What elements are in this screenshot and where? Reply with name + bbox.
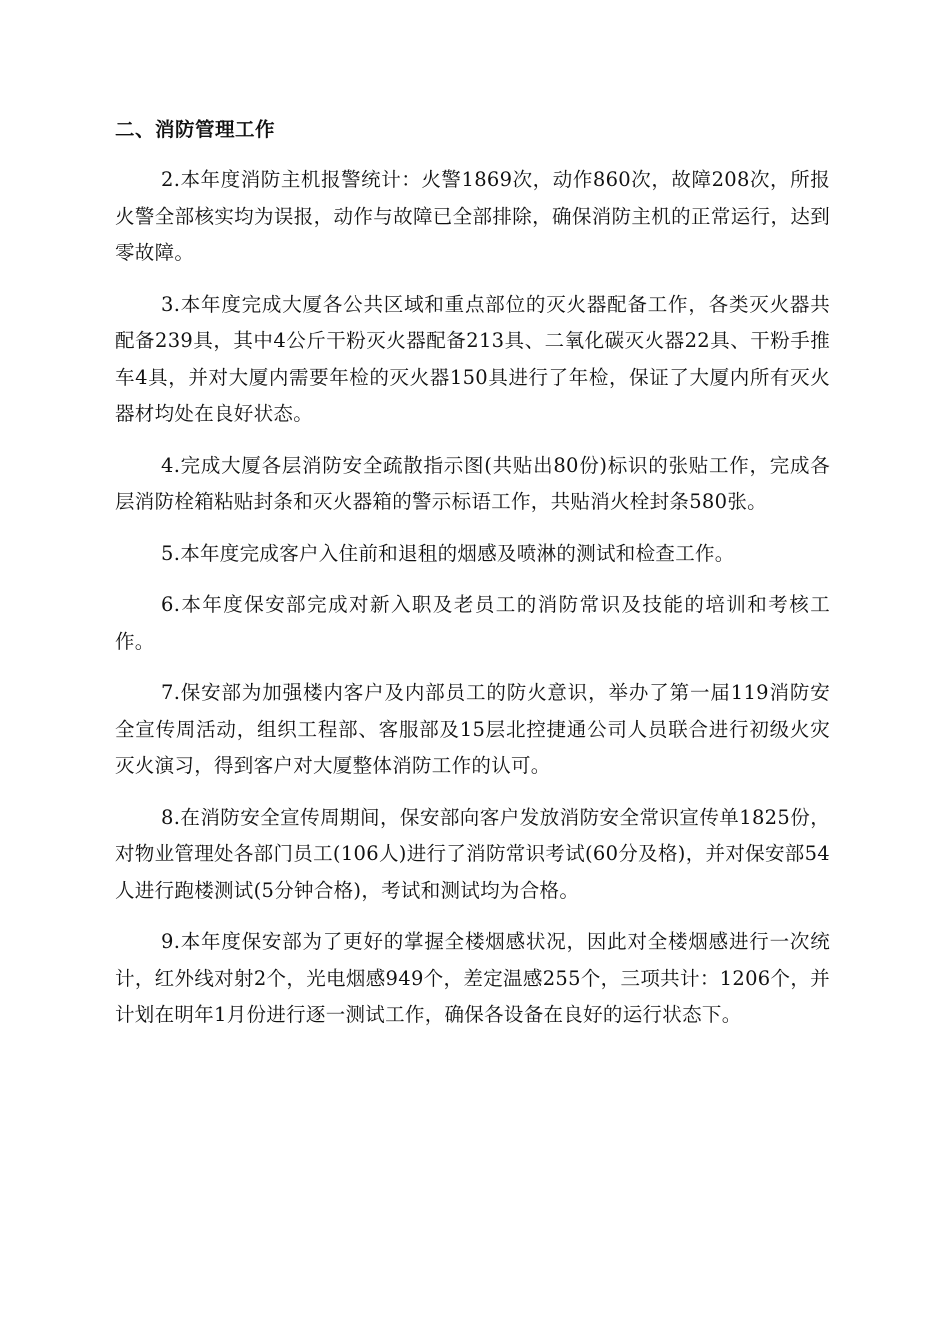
paragraph-item-9: 9.本年度保安部为了更好的掌握全楼烟感状况，因此对全楼烟感进行一次统计，红外线对射2个，光电烟感949个，差定温感255个，三项共计：1206个，并计划在明年1月份进行逐一测试工作，确保各设备在良好的运行状态下。 [115, 930, 830, 1026]
document-body [115, 114, 830, 1049]
paragraph-item-4: 4.完成大厦各层消防安全疏散指示图(共贴出80份)标识的张贴工作，完成各层消防栓箱粘贴封条和灭火器箱的警示标语工作，共贴消火栓封条580张。 [115, 453, 830, 513]
paragraph-item-5: 5.本年度完成客户入住前和退租的烟感及喷淋的测试和检查工作。 [161, 541, 735, 565]
section-heading: 二、消防管理工作 [115, 118, 276, 141]
paragraph-item-7: 7.保安部为加强楼内客户及内部员工的防火意识，举办了第一届119消防安全宣传周活动，组织工程部、客服部及15层北控捷通公司人员联合进行初级火灾灭火演习，得到客户对大厦整体消防工作的认可。 [115, 681, 830, 777]
paragraph-item-8: 8.在消防安全宣传周期间，保安部向客户发放消防安全常识宣传单1825份，对物业管理处各部门员工(106人)进行了消防常识考试(60分及格)，并对保安部54人进行跑楼测试(5分钟合格)，考试和测试均为合格。 [115, 805, 830, 902]
paragraph-item-6: 6.本年度保安部完成对新入职及老员工的消防常识及技能的培训和考核工作。 [115, 593, 830, 653]
paragraph-item-2: 2.本年度消防主机报警统计：火警1869次，动作860次，故障208次，所报火警全部核实均为误报，动作与故障已全部排除，确保消防主机的正常运行，达到零故障。 [115, 168, 830, 264]
paragraph-item-3: 3.本年度完成大厦各公共区域和重点部位的灭火器配备工作，各类灭火器共配备239具，其中4公斤干粉灭火器配备213具、二氧化碳灭火器22具、干粉手推车4具，并对大厦内需要年检的灭火器150具进行了年检，保证了大厦内所有灭火器材均处在良好状态。 [115, 292, 830, 425]
